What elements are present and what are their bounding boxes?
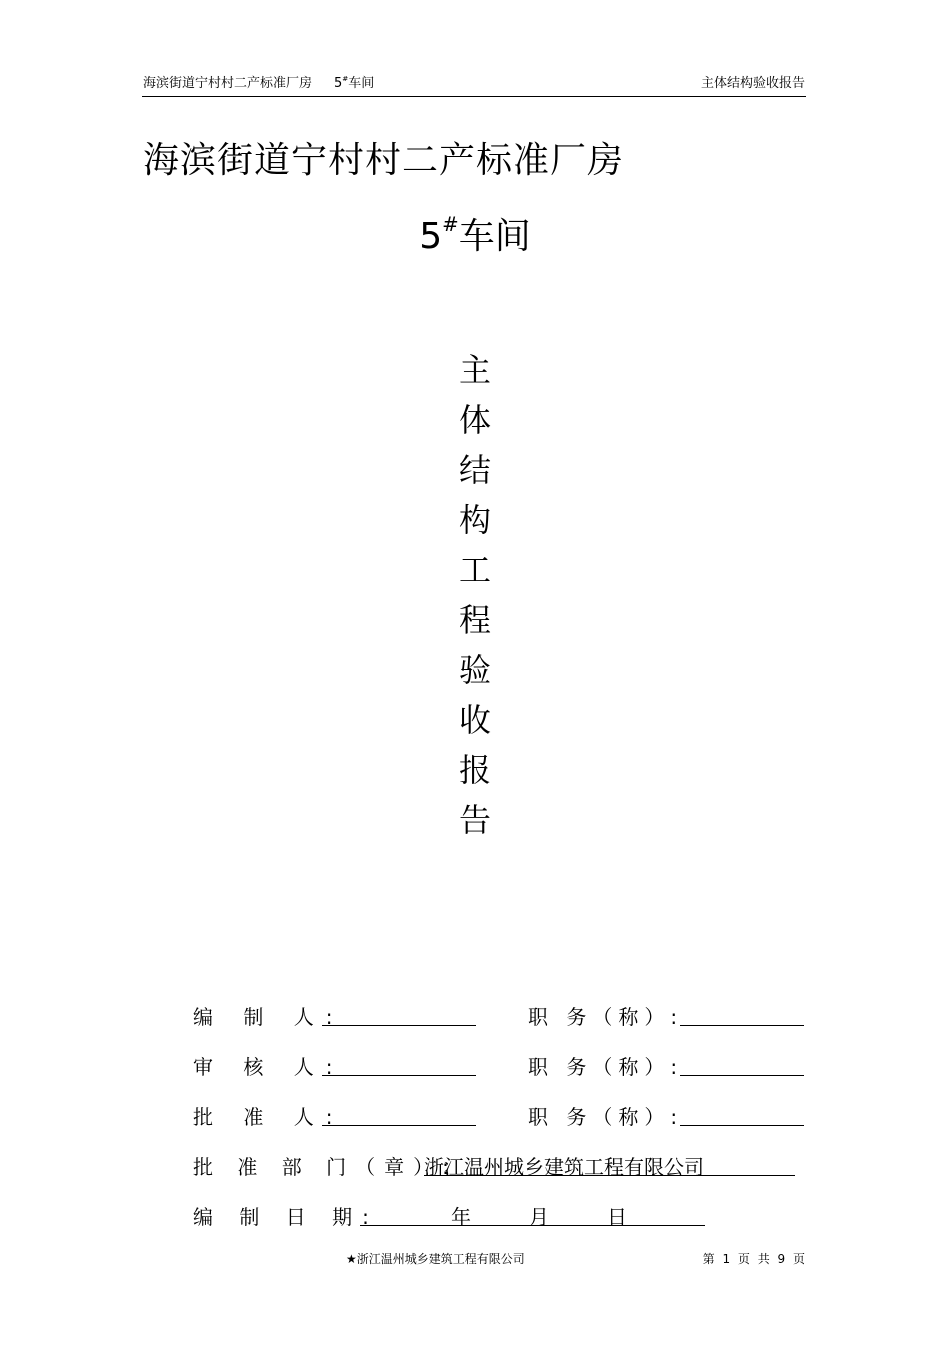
report-title-char: 程 [458, 601, 491, 639]
project-title: 海滨街道宁村村二产标准厂房 [143, 140, 625, 181]
approver-label: 批 准 人: [193, 1105, 345, 1129]
building-title [0, 208, 950, 259]
header-rule [142, 96, 806, 97]
building-text: 车间 [458, 216, 531, 257]
header-sup: # [342, 73, 349, 83]
compiler-label: 编 制 人: [193, 1005, 345, 1029]
building-sup: # [442, 213, 459, 237]
report-title-char: 构 [458, 501, 491, 539]
dept-company: 浙江温州城乡建筑工程有限公司 [424, 1155, 704, 1179]
header-project: 海滨街道宁村村二产标准厂房 [143, 76, 313, 91]
header-building: 车间 [348, 76, 375, 91]
report-title-char: 验 [458, 651, 491, 689]
header-right: 主体结构验收报告 [700, 76, 805, 91]
footer-company: ★浙江温州城乡建筑工程有限公司 [346, 1252, 525, 1266]
date-year: 年 [451, 1205, 471, 1229]
report-title-char: 报 [458, 751, 491, 789]
header-left [143, 72, 374, 91]
report-title-char: 体 [458, 401, 491, 439]
position-line-2[interactable] [680, 1075, 804, 1076]
compiler-line[interactable] [322, 1025, 476, 1026]
position-label-1: 职 务（称）: [528, 1005, 684, 1029]
report-title-char: 主 [458, 351, 491, 389]
position-line-1[interactable] [680, 1025, 804, 1026]
date-line[interactable] [360, 1225, 705, 1226]
date-label: 编 制 日 期: [193, 1205, 379, 1229]
date-month: 月 [529, 1205, 549, 1229]
reviewer-line[interactable] [322, 1075, 476, 1076]
position-label-3: 职 务（称）: [528, 1105, 684, 1129]
report-title-char: 工 [458, 551, 491, 589]
position-line-3[interactable] [680, 1125, 804, 1126]
date-day: 日 [607, 1205, 627, 1229]
report-title-char: 收 [458, 701, 491, 739]
position-label-2: 职 务（称）: [528, 1055, 684, 1079]
approver-line[interactable] [322, 1125, 476, 1126]
dept-label: 批 准 部 门（章）: [193, 1155, 458, 1179]
report-title-char: 告 [458, 801, 491, 839]
building-num: 5 [419, 216, 443, 257]
report-title-char: 结 [458, 451, 491, 489]
reviewer-label: 审 核 人: [193, 1055, 345, 1079]
dept-line [424, 1175, 795, 1176]
header-num: 5 [334, 76, 343, 91]
report-title-vertical [455, 345, 495, 845]
footer-page-info: 第 1 页 共 9 页 [702, 1252, 805, 1266]
